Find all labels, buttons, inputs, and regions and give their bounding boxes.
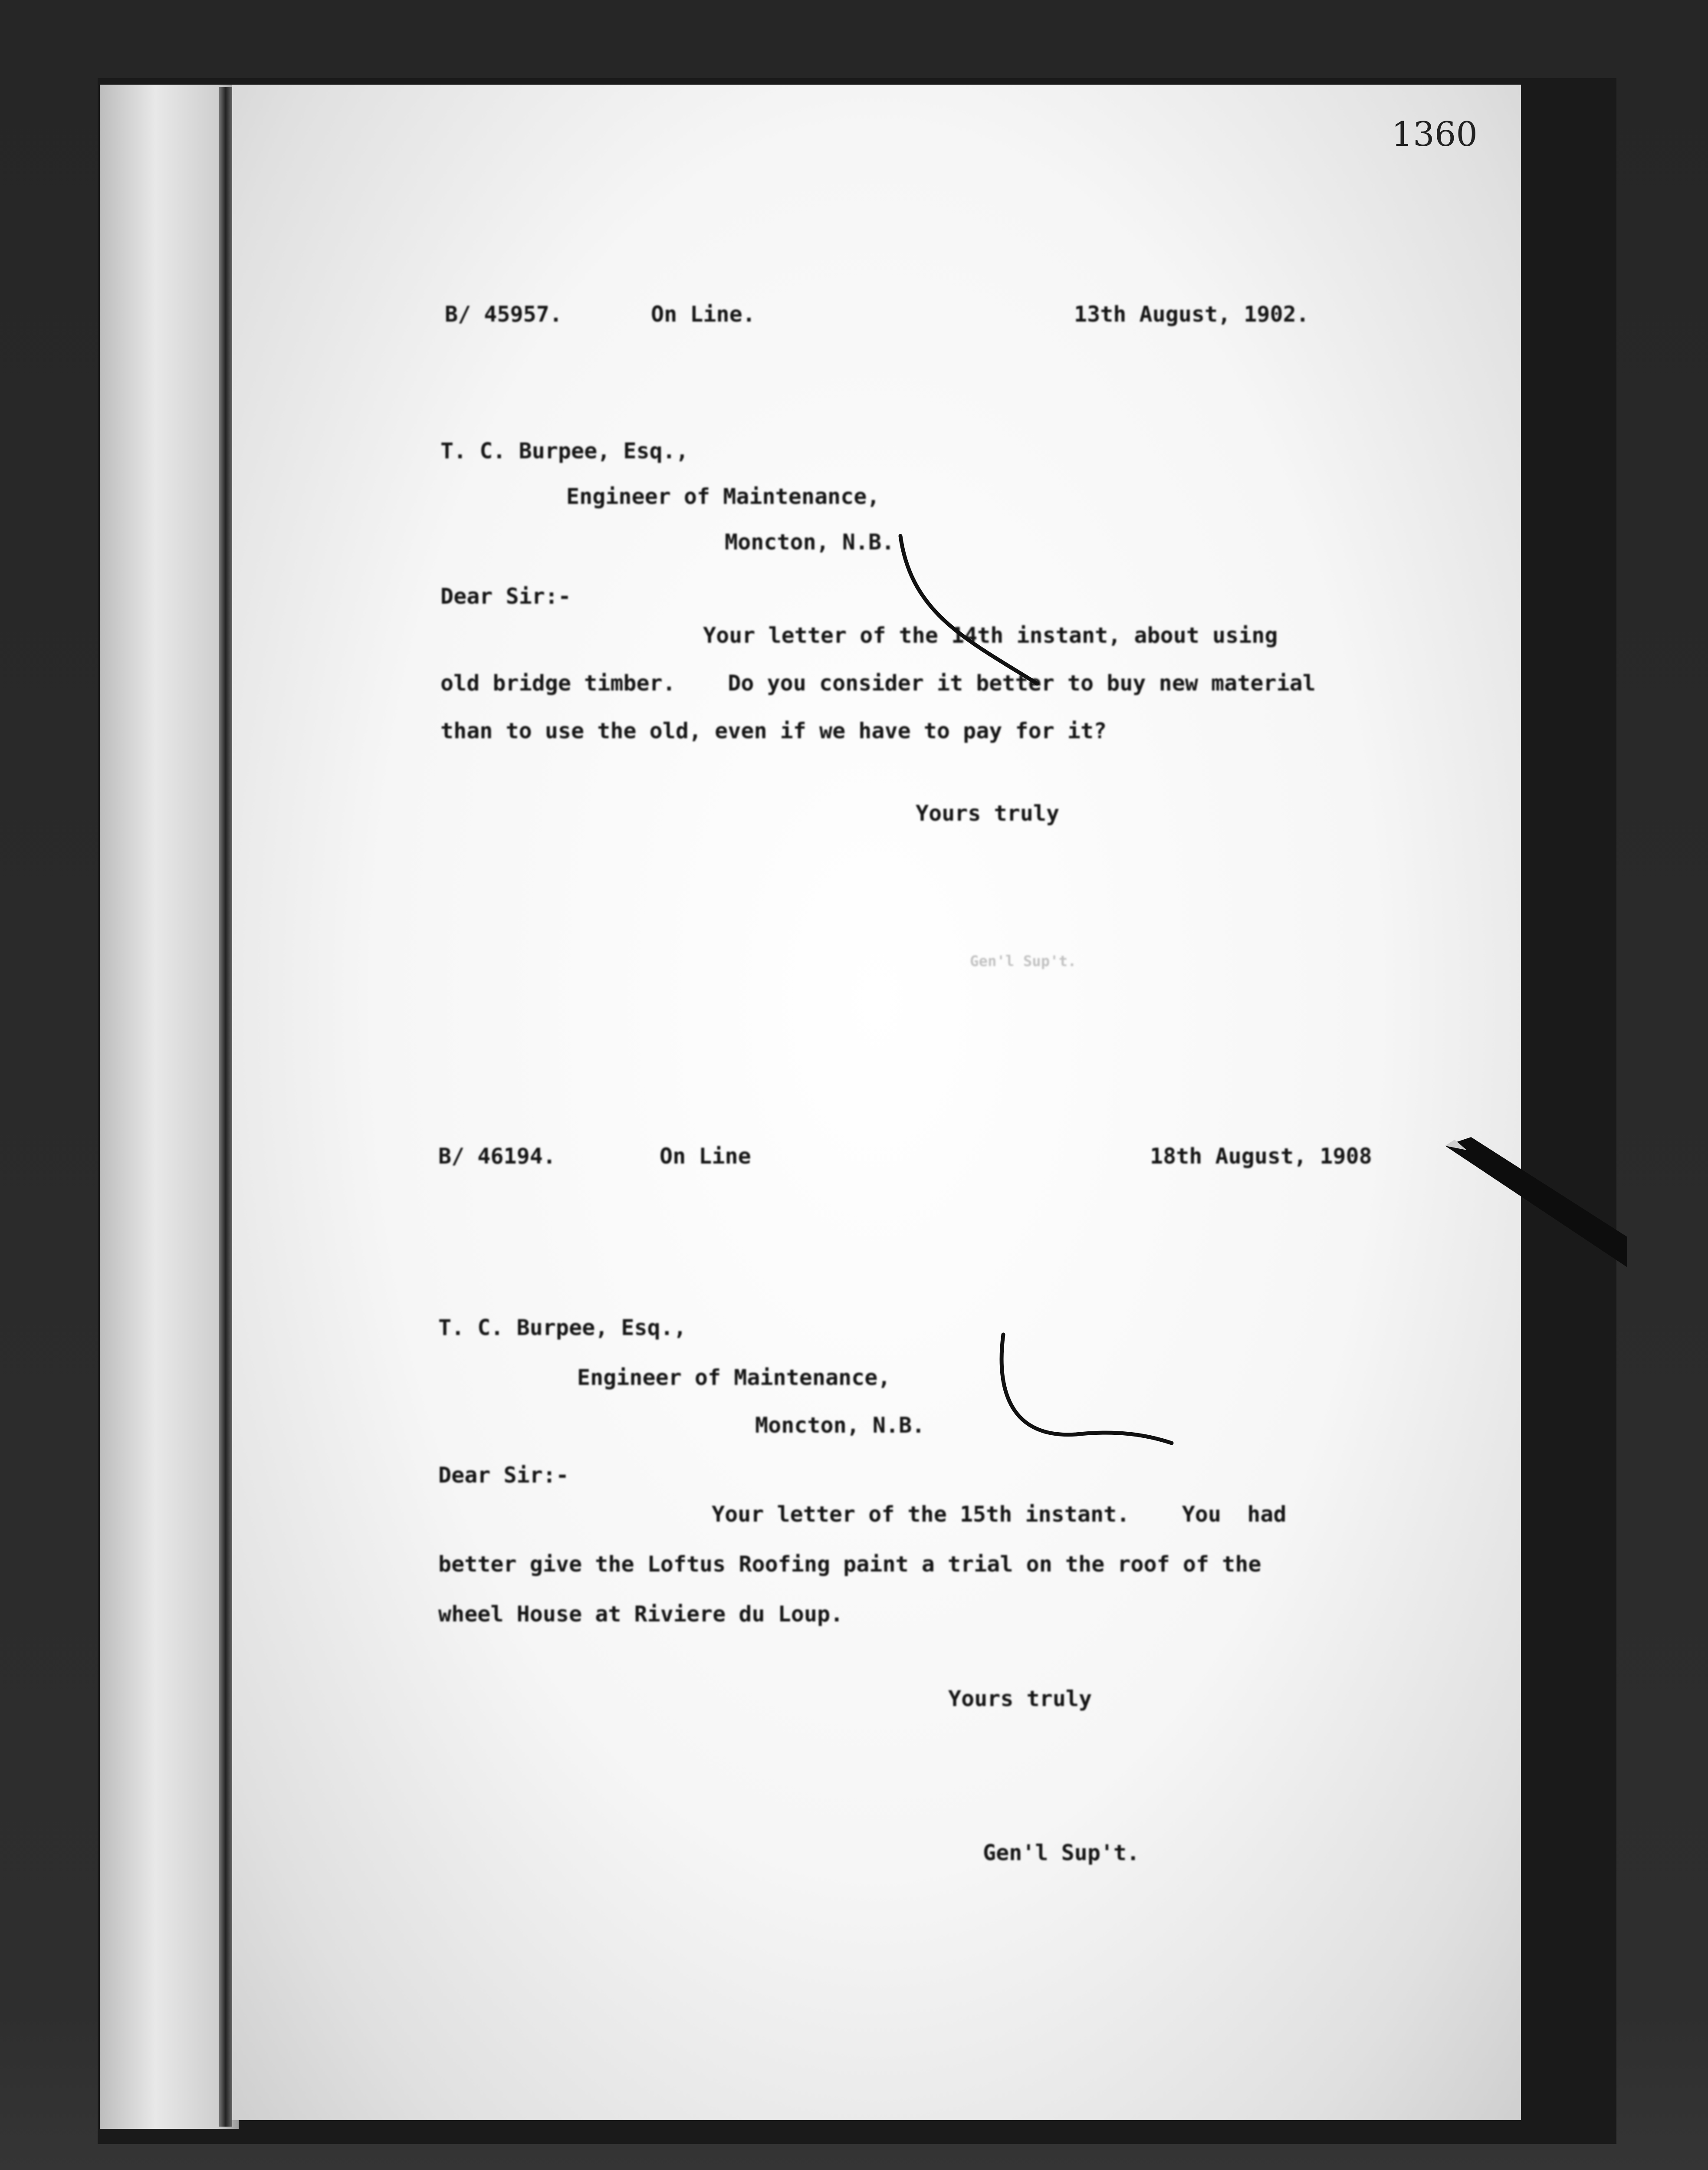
checkmark-1	[894, 527, 1041, 692]
body-line: old bridge timber. Do you consider it better to buy new material	[440, 671, 1316, 696]
addressee-title: Engineer of Maintenance,	[577, 1365, 891, 1390]
letter-date: 13th August, 1902.	[1074, 302, 1309, 327]
letter-reference: B/ 45957.	[445, 302, 562, 327]
body-line: wheel House at Riviere du Loup.	[438, 1601, 844, 1627]
letter-date: 18th August, 1908	[1150, 1144, 1372, 1169]
body-line: than to use the old, even if we have to pay for it?	[440, 718, 1107, 743]
signature: Gen'l Sup't.	[983, 1840, 1140, 1865]
body-line: Your letter of the 15th instant. You had	[712, 1502, 1287, 1527]
salutation: Dear Sir:-	[438, 1463, 569, 1488]
letter-reference: B/ 46194.	[438, 1144, 556, 1169]
addressee-location: Moncton, N.B.	[755, 1413, 925, 1438]
underlying-page-edge	[100, 85, 239, 2129]
body-line: better give the Loftus Roofing paint a trial on the roof of the	[438, 1552, 1261, 1577]
letter-subject: On Line.	[651, 302, 755, 327]
body-line: Your letter of the 14th instant, about using	[703, 623, 1278, 648]
addressee-location: Moncton, N.B.	[725, 529, 895, 555]
letterbook-page	[232, 85, 1521, 2120]
checkmark-2	[994, 1326, 1176, 1456]
addressee-name: T. C. Burpee, Esq.,	[438, 1315, 686, 1340]
closing: Yours truly	[948, 1686, 1092, 1711]
signature: Gen'l Sup't.	[970, 953, 1077, 970]
pointer-pen	[1445, 1137, 1627, 1319]
page-number: 1360	[1391, 115, 1478, 154]
addressee-name: T. C. Burpee, Esq.,	[440, 438, 689, 464]
addressee-title: Engineer of Maintenance,	[566, 484, 880, 509]
closing: Yours truly	[916, 801, 1060, 826]
salutation: Dear Sir:-	[440, 584, 572, 609]
letter-subject: On Line	[660, 1144, 751, 1169]
binding-shadow	[219, 87, 232, 2127]
